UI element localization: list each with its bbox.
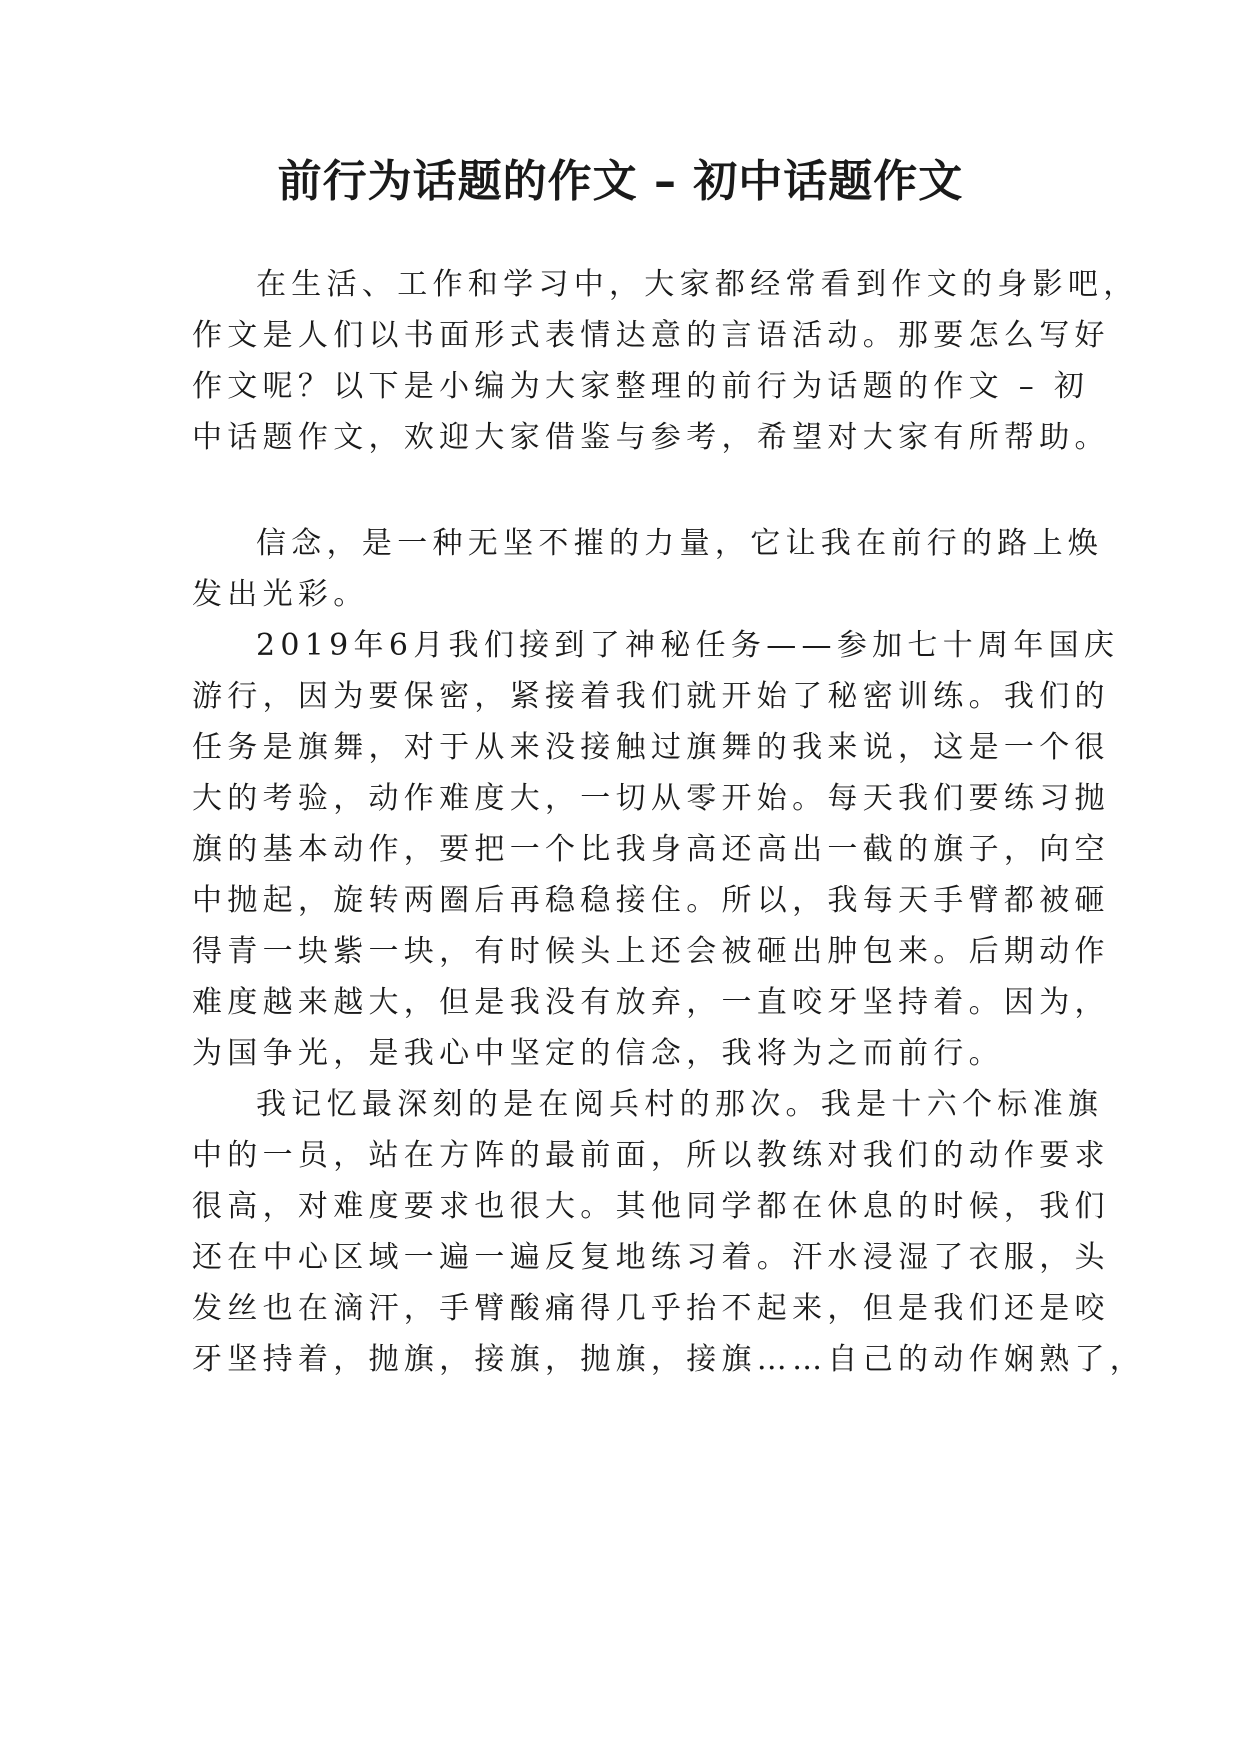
para2-line-8: 难度越来越大，但是我没有放弃，一直咬牙坚持着。因为， <box>192 985 1110 1020</box>
para2-line-5: 旗的基本动作，要把一个比我身高还高出一截的旗子，向空 <box>192 832 1110 867</box>
intro-line-1: 在生活、工作和学习中，大家都经常看到作文的身影吧， <box>256 267 1139 302</box>
para3-line-1: 我记忆最深刻的是在阅兵村的那次。我是十六个标准旗 <box>256 1087 1104 1122</box>
page-title: 前行为话题的作文 – 初中话题作文 <box>277 156 964 207</box>
para2-line-7: 得青一块紫一块，有时候头上还会被砸出肿包来。后期动作 <box>192 934 1110 969</box>
para2-line-3: 任务是旗舞，对于从来没接触过旗舞的我来说，这是一个很 <box>192 730 1110 765</box>
intro-line-3: 作文呢？以下是小编为大家整理的前行为话题的作文 – 初 <box>192 369 1090 404</box>
para3-line-2: 中的一员，站在方阵的最前面，所以教练对我们的动作要求 <box>192 1138 1110 1173</box>
para1-line-2: 发出光彩。 <box>192 577 369 612</box>
para2-line-2: 游行，因为要保密，紧接着我们就开始了秘密训练。我们的 <box>192 679 1110 714</box>
para3-line-4: 还在中心区域一遍一遍反复地练习着。汗水浸湿了衣服，头 <box>192 1240 1110 1275</box>
para2-line-1: 2019年6月我们接到了神秘任务——参加七十周年国庆 <box>256 628 1120 663</box>
para2-line-6: 中抛起，旋转两圈后再稳稳接住。所以，我每天手臂都被砸 <box>192 883 1110 918</box>
para1-line-1: 信念，是一种无坚不摧的力量，它让我在前行的路上焕 <box>256 526 1104 561</box>
para3-line-3: 很高，对难度要求也很大。其他同学都在休息的时候，我们 <box>192 1189 1110 1224</box>
para3-line-6: 牙坚持着，抛旗，接旗，抛旗，接旗……自己的动作娴熟了， <box>192 1342 1146 1377</box>
para3-line-5: 发丝也在滴汗，手臂酸痛得几乎抬不起来，但是我们还是咬 <box>192 1291 1110 1326</box>
intro-line-2: 作文是人们以书面形式表情达意的言语活动。那要怎么写好 <box>192 318 1110 353</box>
para2-line-4: 大的考验，动作难度大，一切从零开始。每天我们要练习抛 <box>192 781 1110 816</box>
para2-line-9: 为国争光，是我心中坚定的信念，我将为之而前行。 <box>192 1036 1004 1071</box>
intro-line-4: 中话题作文，欢迎大家借鉴与参考，希望对大家有所帮助。 <box>192 420 1110 455</box>
